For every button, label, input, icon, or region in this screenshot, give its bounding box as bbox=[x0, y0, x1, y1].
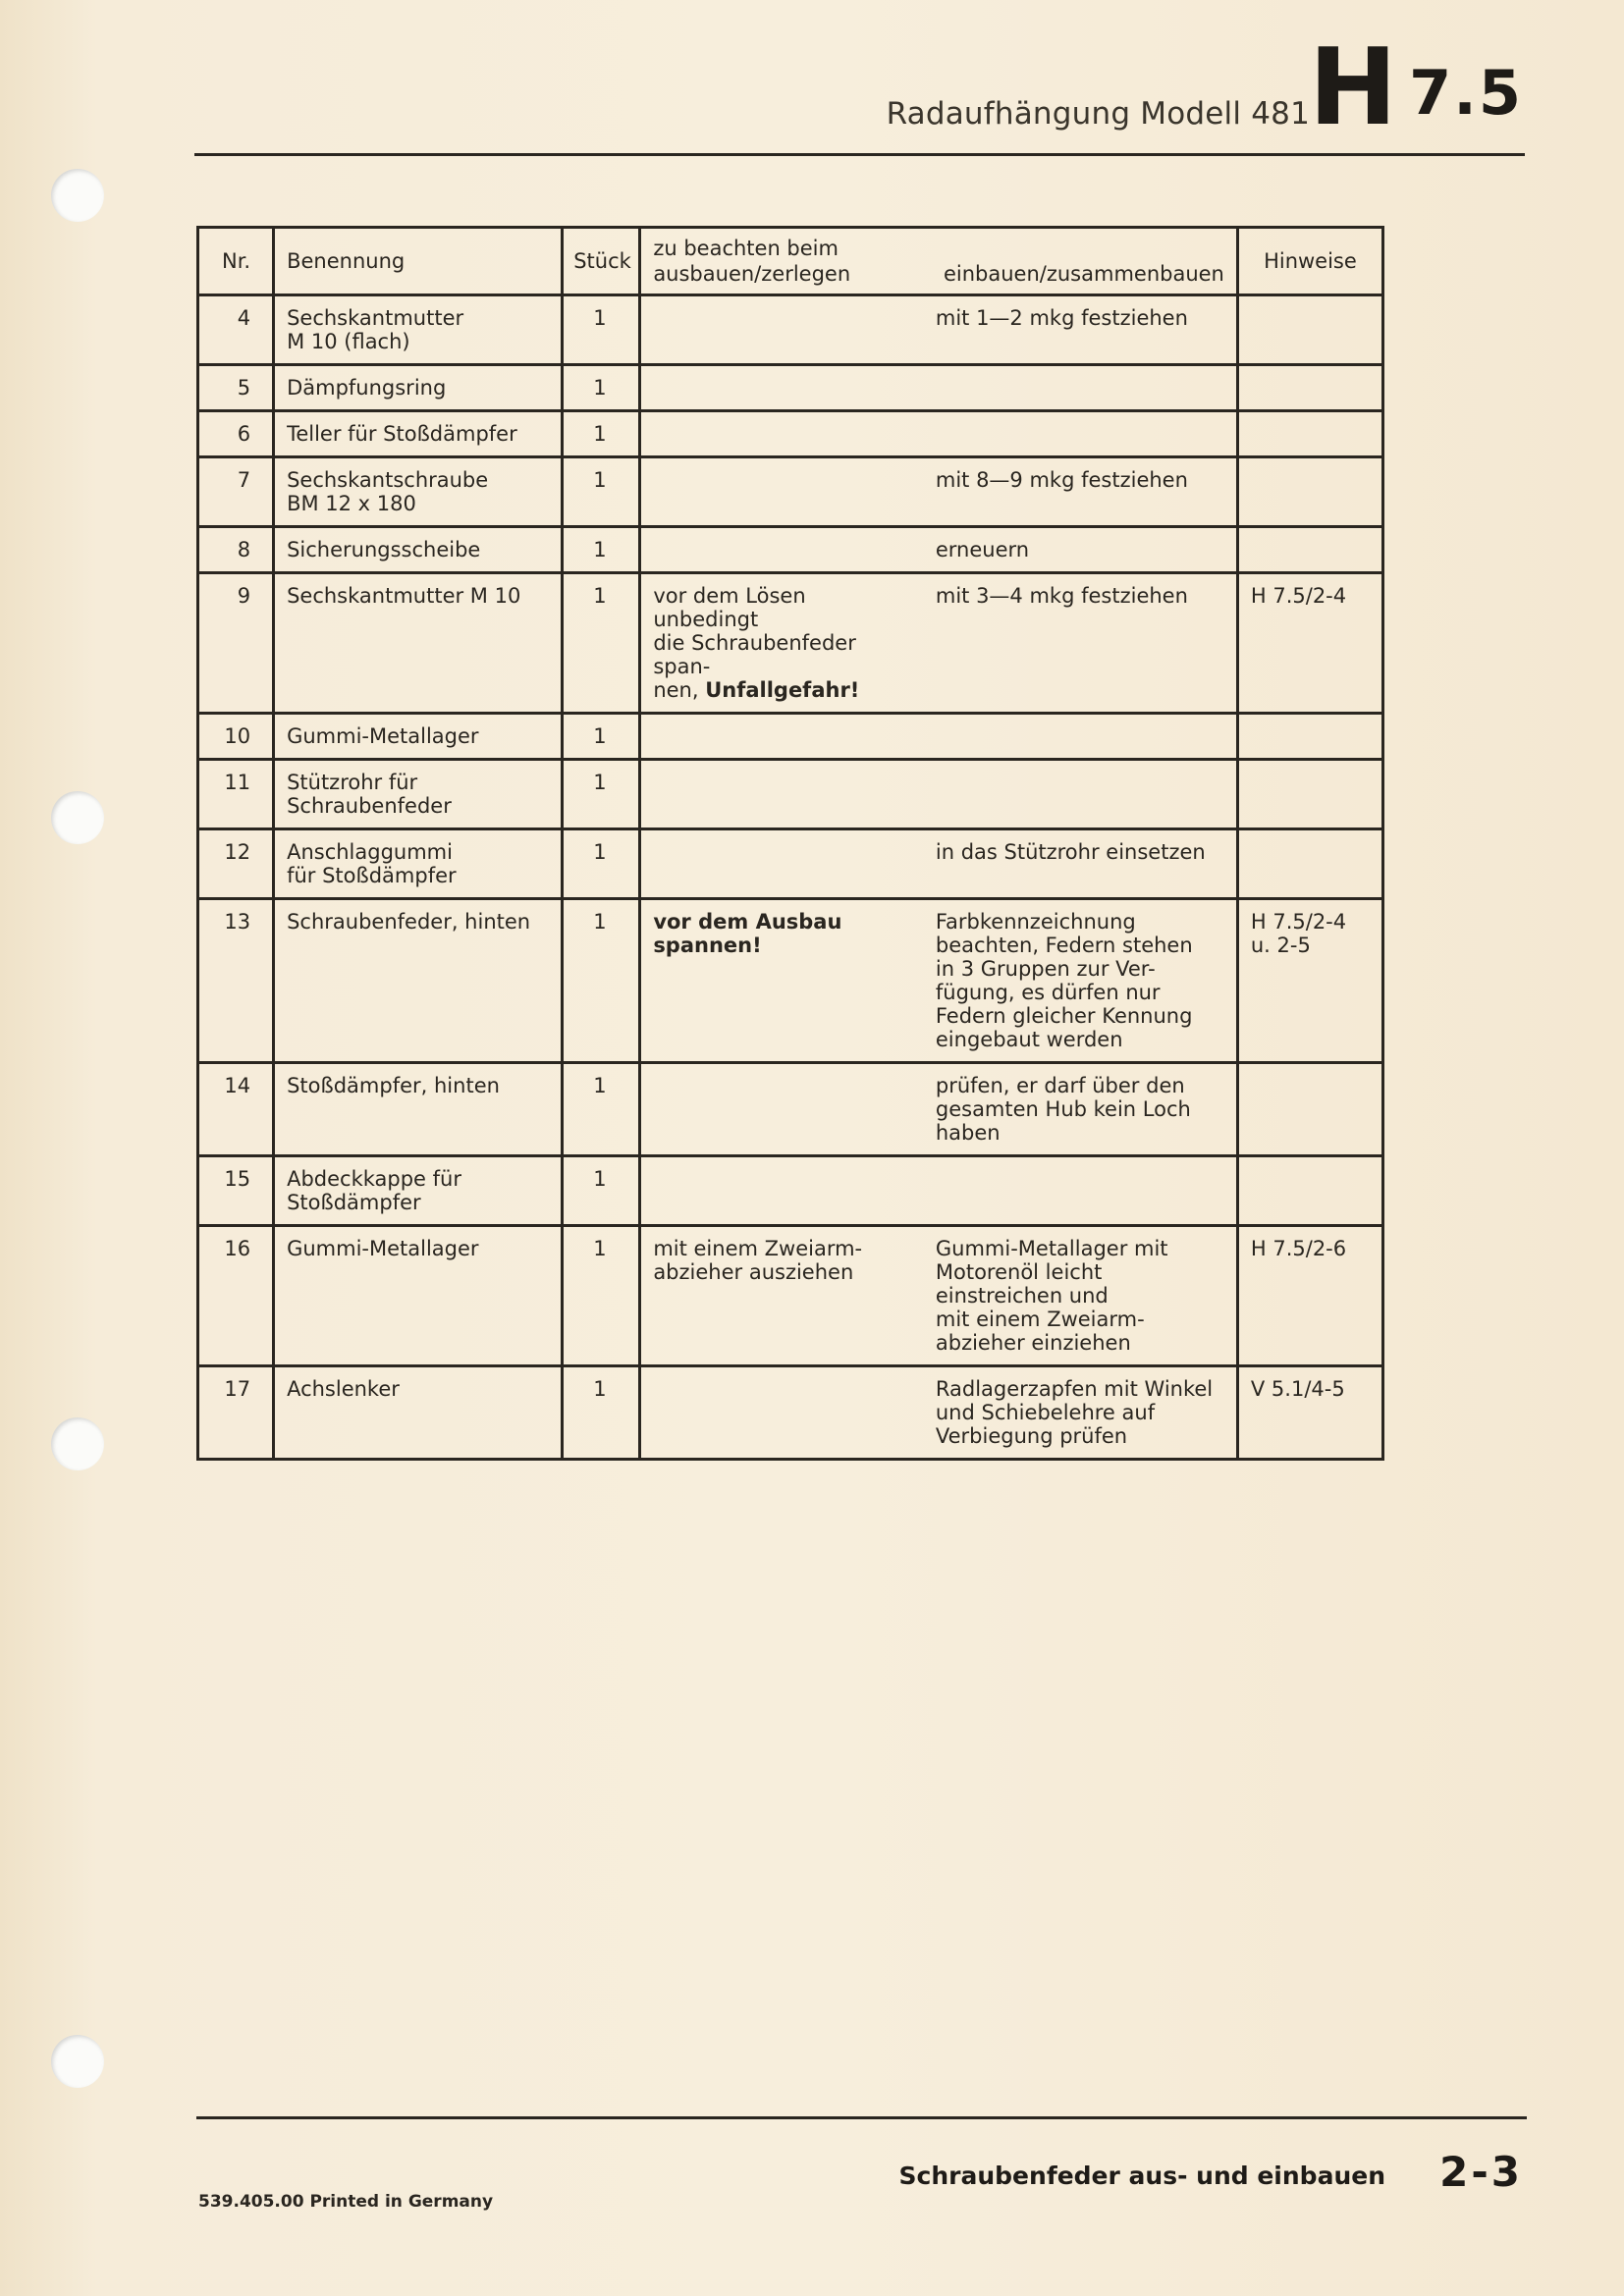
cell-benennung: Dämpfungsring bbox=[274, 365, 563, 411]
table-row bbox=[198, 1063, 1383, 1156]
table-row bbox=[198, 295, 1383, 365]
cell-benennung: Stoßdämpfer, hinten bbox=[274, 1063, 563, 1156]
table-header-row bbox=[198, 228, 1383, 295]
cell-nr: 5 bbox=[198, 365, 274, 411]
cell-einbauen: mit 8—9 mkg festziehen bbox=[924, 457, 1238, 527]
cell-nr: 6 bbox=[198, 411, 274, 457]
cell-benennung: Teller für Stoßdämpfer bbox=[274, 411, 563, 457]
cell-einbauen: Farbkennzeichnung beachten, Federn stehen in 3 Gruppen zur Ver- fügung, es dürfen nur Federn gleicher Kennung eingebaut werden bbox=[924, 899, 1238, 1063]
cell-benennung: Gummi-Metallager bbox=[274, 1226, 563, 1366]
table-row bbox=[198, 760, 1383, 829]
cell-einbauen bbox=[924, 411, 1238, 457]
cell-nr: 14 bbox=[198, 1063, 274, 1156]
cell-hinweise: H 7.5/2-6 bbox=[1237, 1226, 1382, 1366]
cell-hinweise bbox=[1237, 457, 1382, 527]
cell-benennung: Anschlaggummi für Stoßdämpfer bbox=[274, 829, 563, 899]
cell-einbauen bbox=[924, 714, 1238, 760]
cell-nr: 12 bbox=[198, 829, 274, 899]
table-row bbox=[198, 365, 1383, 411]
cell-einbauen: Radlagerzapfen mit Winkel und Schiebelehre auf Verbiegung prüfen bbox=[924, 1366, 1238, 1460]
cell-nr: 9 bbox=[198, 573, 274, 714]
cell-nr: 13 bbox=[198, 899, 274, 1063]
section-code bbox=[1308, 27, 1523, 149]
cell-nr: 7 bbox=[198, 457, 274, 527]
cell-nr: 10 bbox=[198, 714, 274, 760]
cell-stueck: 1 bbox=[563, 829, 640, 899]
cell-ausbauen bbox=[640, 760, 924, 829]
cell-hinweise bbox=[1237, 1156, 1382, 1226]
cell-hinweise: H 7.5/2-4 u. 2-5 bbox=[1237, 899, 1382, 1063]
cell-ausbauen bbox=[640, 457, 924, 527]
table-row bbox=[198, 714, 1383, 760]
parts-table bbox=[196, 226, 1384, 1461]
cell-einbauen bbox=[924, 760, 1238, 829]
cell-ausbauen bbox=[640, 714, 924, 760]
cell-nr: 16 bbox=[198, 1226, 274, 1366]
cell-nr: 17 bbox=[198, 1366, 274, 1460]
table-row bbox=[198, 411, 1383, 457]
cell-hinweise bbox=[1237, 760, 1382, 829]
cell-hinweise bbox=[1237, 829, 1382, 899]
cell-ausbauen bbox=[640, 527, 924, 573]
cell-einbauen: Gummi-Metallager mit Motorenöl leicht einstreichen und mit einem Zweiarm- abzieher einziehen bbox=[924, 1226, 1238, 1366]
cell-nr: 8 bbox=[198, 527, 274, 573]
punch-hole bbox=[51, 791, 104, 844]
cell-benennung: Schraubenfeder, hinten bbox=[274, 899, 563, 1063]
cell-nr: 15 bbox=[198, 1156, 274, 1226]
header-hinweise: Hinweise bbox=[1237, 228, 1382, 295]
table-row bbox=[198, 1366, 1383, 1460]
ausbauen-warning: vor dem Ausbau spannen! bbox=[653, 910, 842, 957]
cell-ausbauen bbox=[640, 899, 924, 1063]
header-ausbauen: ausbauen/zerlegen bbox=[653, 262, 851, 286]
cell-hinweise bbox=[1237, 1063, 1382, 1156]
table-row bbox=[198, 527, 1383, 573]
cell-stueck: 1 bbox=[563, 1156, 640, 1226]
cell-ausbauen bbox=[640, 365, 924, 411]
cell-benennung: Sechskantmutter M 10 (flach) bbox=[274, 295, 563, 365]
cell-hinweise: V 5.1/4-5 bbox=[1237, 1366, 1382, 1460]
cell-einbauen: mit 1—2 mkg festziehen bbox=[924, 295, 1238, 365]
cell-benennung: Stützrohr für Schraubenfeder bbox=[274, 760, 563, 829]
print-reference: 539.405.00 Printed in Germany bbox=[198, 2192, 494, 2212]
footer-title: Schraubenfeder aus- und einbauen bbox=[898, 2162, 1385, 2190]
cell-benennung: Achslenker bbox=[274, 1366, 563, 1460]
cell-stueck: 1 bbox=[563, 365, 640, 411]
cell-ausbauen bbox=[640, 411, 924, 457]
ausbauen-text: mit einem Zweiarm- abzieher ausziehen bbox=[653, 1237, 863, 1284]
header-einbauen: einbauen/zusammenbauen bbox=[943, 262, 1224, 286]
cell-ausbauen bbox=[640, 1366, 924, 1460]
cell-einbauen: erneuern bbox=[924, 527, 1238, 573]
section-number: 7.5 bbox=[1409, 57, 1523, 129]
cell-einbauen: prüfen, er darf über den gesamten Hub kein Loch haben bbox=[924, 1063, 1238, 1156]
table-row bbox=[198, 1226, 1383, 1366]
header-zu-beachten-label: zu beachten beim bbox=[653, 237, 839, 260]
cell-einbauen bbox=[924, 1156, 1238, 1226]
cell-nr: 11 bbox=[198, 760, 274, 829]
cell-ausbauen bbox=[640, 829, 924, 899]
cell-hinweise: H 7.5/2-4 bbox=[1237, 573, 1382, 714]
footer-rule bbox=[196, 2116, 1527, 2119]
cell-benennung: Gummi-Metallager bbox=[274, 714, 563, 760]
page-number: 2-3 bbox=[1439, 2148, 1523, 2196]
cell-ausbauen bbox=[640, 1226, 924, 1366]
table-row bbox=[198, 1156, 1383, 1226]
cell-stueck: 1 bbox=[563, 411, 640, 457]
punch-hole bbox=[51, 2035, 104, 2088]
cell-hinweise bbox=[1237, 411, 1382, 457]
cell-hinweise bbox=[1237, 714, 1382, 760]
cell-stueck: 1 bbox=[563, 1063, 640, 1156]
cell-stueck: 1 bbox=[563, 760, 640, 829]
cell-hinweise bbox=[1237, 527, 1382, 573]
header-nr: Nr. bbox=[198, 228, 274, 295]
table-row bbox=[198, 829, 1383, 899]
ausbauen-text: vor dem Lösen unbedingt die Schraubenfeder span- nen, bbox=[653, 584, 856, 702]
ausbauen-warning: Unfallgefahr! bbox=[705, 678, 860, 702]
cell-einbauen: mit 3—4 mkg festziehen bbox=[924, 573, 1238, 714]
header-zu-beachten bbox=[640, 228, 1238, 295]
cell-ausbauen bbox=[640, 573, 924, 714]
cell-nr: 4 bbox=[198, 295, 274, 365]
cell-einbauen bbox=[924, 365, 1238, 411]
table-row bbox=[198, 573, 1383, 714]
table-row bbox=[198, 899, 1383, 1063]
punch-hole bbox=[51, 169, 104, 222]
header-stueck: Stück bbox=[563, 228, 640, 295]
cell-stueck: 1 bbox=[563, 527, 640, 573]
cell-stueck: 1 bbox=[563, 899, 640, 1063]
cell-stueck: 1 bbox=[563, 573, 640, 714]
cell-ausbauen bbox=[640, 1156, 924, 1226]
cell-benennung: Sechskantschraube BM 12 x 180 bbox=[274, 457, 563, 527]
cell-hinweise bbox=[1237, 295, 1382, 365]
cell-benennung: Sechskantmutter M 10 bbox=[274, 573, 563, 714]
cell-stueck: 1 bbox=[563, 295, 640, 365]
page-title: Radaufhängung Modell 481 bbox=[886, 96, 1310, 132]
cell-ausbauen bbox=[640, 1063, 924, 1156]
cell-benennung: Sicherungsscheibe bbox=[274, 527, 563, 573]
cell-benennung: Abdeckkappe für Stoßdämpfer bbox=[274, 1156, 563, 1226]
punch-hole bbox=[51, 1417, 104, 1470]
cell-hinweise bbox=[1237, 365, 1382, 411]
cell-ausbauen bbox=[640, 295, 924, 365]
cell-einbauen: in das Stützrohr einsetzen bbox=[924, 829, 1238, 899]
header-benennung: Benennung bbox=[274, 228, 563, 295]
cell-stueck: 1 bbox=[563, 1226, 640, 1366]
table-row bbox=[198, 457, 1383, 527]
section-letter: H bbox=[1308, 27, 1398, 149]
cell-stueck: 1 bbox=[563, 714, 640, 760]
cell-stueck: 1 bbox=[563, 1366, 640, 1460]
cell-stueck: 1 bbox=[563, 457, 640, 527]
header-rule bbox=[194, 153, 1525, 156]
